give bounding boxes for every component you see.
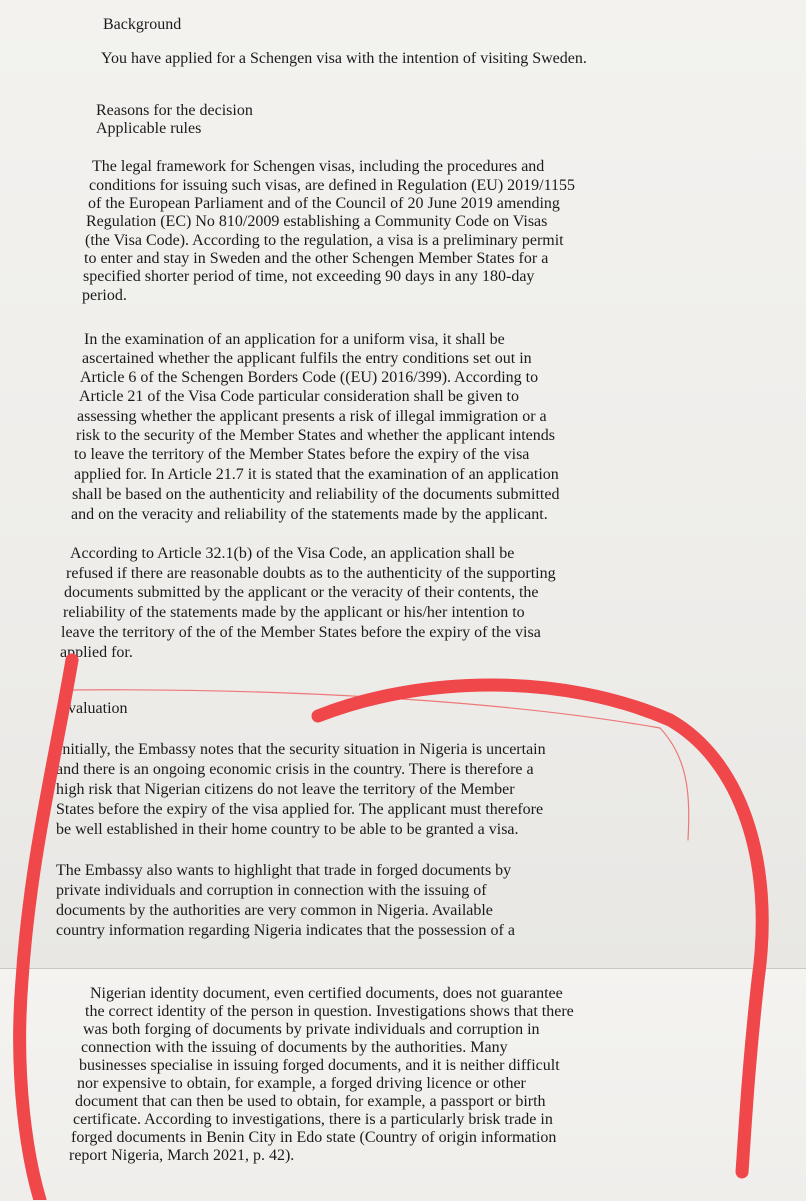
text-line: shall be based on the authenticity and reliability of the documents submitted <box>72 486 560 503</box>
text-line: private individuals and corruption in connection with the issuing of <box>56 882 487 899</box>
document-page-2 <box>0 968 806 1201</box>
text-line: be well established in their home country to be able to be granted a visa. <box>56 821 519 838</box>
text-line: documents submitted by the applicant or the veracity of their contents, the <box>64 584 539 601</box>
text-line: specified shorter period of time, not exceeding 90 days in any 180-day <box>83 268 535 285</box>
reasons-heading: Reasons for the decision <box>96 102 253 119</box>
text-line: leave the territory of the of the Member States before the expiry of the visa <box>61 624 541 641</box>
text-line: forged documents in Benin City in Edo state (Country of origin information <box>71 1129 557 1146</box>
text-line: The Embassy also wants to highlight that trade in forged documents by <box>56 862 512 879</box>
text-line: Article 6 of the Schengen Borders Code ((EU) 2016/399). According to <box>80 369 539 386</box>
evaluation-heading: valuation <box>68 700 128 717</box>
text-line: In the examination of an application for a uniform visa, it shall be <box>84 331 505 348</box>
text-line: to enter and stay in Sweden and the other Schengen Member States for a <box>84 250 549 267</box>
text-line: certificate. According to investigations, there is a particularly brisk trade in <box>73 1111 553 1128</box>
text-line: (the Visa Code). According to the regulation, a visa is a preliminary permit <box>85 232 564 249</box>
text-line: to leave the territory of the Member States before the expiry of the visa <box>74 446 530 463</box>
text-line: assessing whether the applicant presents a risk of illegal immigration or a <box>77 408 547 425</box>
text-line: Regulation (EC) No 810/2009 establishing a Community Code on Visas <box>86 213 548 230</box>
applicable-rules-heading: Applicable rules <box>96 120 202 137</box>
text-line: According to Article 32.1(b) of the Visa Code, an application shall be <box>70 545 515 562</box>
text-line: risk to the security of the Member States and whether the applicant intends <box>76 427 555 444</box>
text-line: documents by the authorities are very common in Nigeria. Available <box>56 902 493 919</box>
text-line: ascertained whether the applicant fulfils the entry conditions set out in <box>82 350 532 367</box>
text-line: period. <box>82 287 127 304</box>
text-line: The legal framework for Schengen visas, including the procedures and <box>92 158 545 175</box>
text-line: Nigerian identity document, even certified documents, does not guarantee <box>90 985 563 1002</box>
background-heading: Background <box>103 16 182 33</box>
intro-sentence: You have applied for a Schengen visa with the intention of visiting Sweden. <box>101 50 587 67</box>
text-line: high risk that Nigerian citizens do not leave the territory of the Member <box>56 781 515 798</box>
text-line: businesses specialise in issuing forged documents, and it is neither difficult <box>79 1057 560 1074</box>
text-line: and on the veracity and reliability of the statements made by the applicant. <box>71 506 548 523</box>
text-line: report Nigeria, March 2021, p. 42). <box>69 1147 295 1164</box>
text-line: applied for. In Article 21.7 it is stated that the examination of an application <box>74 466 559 483</box>
text-line: Initially, the Embassy notes that the security situation in Nigeria is uncertain <box>57 741 546 758</box>
text-line: conditions for issuing such visas, are defined in Regulation (EU) 2019/1155 <box>89 177 575 194</box>
text-line: was both forging of documents by private individuals and corruption in <box>83 1021 540 1038</box>
text-line: nor expensive to obtain, for example, a forged driving licence or other <box>77 1075 526 1092</box>
text-line: refused if there are reasonable doubts as to the authenticity of the supporting <box>66 565 556 582</box>
text-line: Article 21 of the Visa Code particular consideration shall be given to <box>79 388 519 405</box>
text-line: the correct identity of the person in question. Investigations shows that there <box>85 1003 574 1020</box>
text-line: connection with the issuing of documents by the authorities. Many <box>81 1039 508 1056</box>
text-line: document that can then be used to obtain, for example, a passport or birth <box>75 1093 546 1110</box>
text-line: reliability of the statements made by the applicant or his/her intention to <box>63 604 525 621</box>
text-line: country information regarding Nigeria indicates that the possession of a <box>56 922 515 939</box>
text-line: applied for. <box>60 644 133 661</box>
text-line: States before the expiry of the visa applied for. The applicant must therefore <box>56 801 544 818</box>
text-line: and there is an ongoing economic crisis in the country. There is therefore a <box>56 761 534 778</box>
text-line: of the European Parliament and of the Council of 20 June 2019 amending <box>88 195 560 212</box>
